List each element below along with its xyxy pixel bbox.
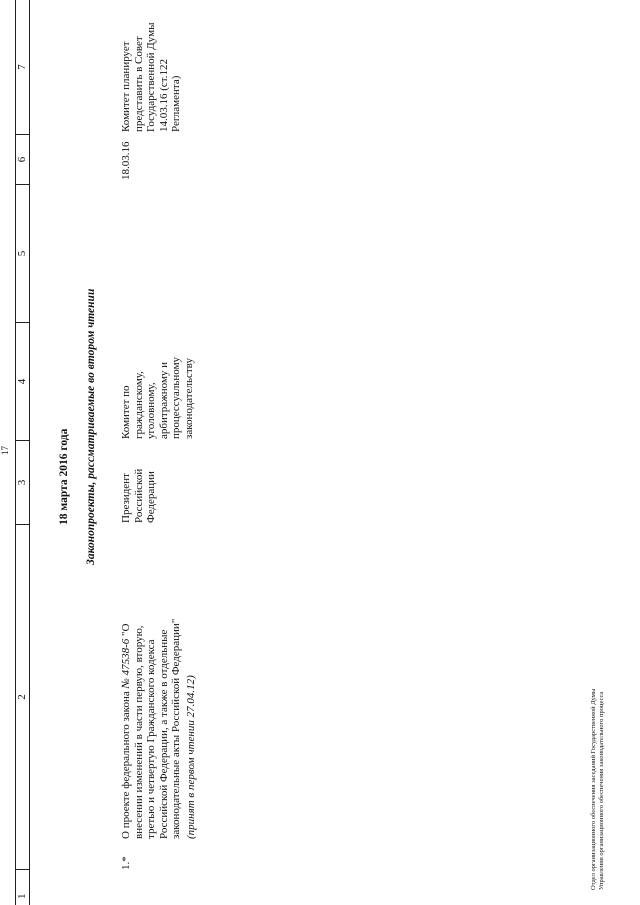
item-title-rest: "О внесении изменений в части первую, вторую, третью и четвертую Гражданского кодекса Российской Федерации, а также в отдельные законодательные акты Российской Федерации": [120, 618, 182, 839]
date-heading: 18 марта 2016 года: [58, 428, 70, 525]
column-header-5: 5: [16, 185, 29, 323]
column-header-row: [15, 0, 30, 905]
column-header-2: 2: [16, 525, 29, 870]
item-doc-number: № 47538-6: [120, 638, 132, 689]
item-adopted-note: (принят в первом чтении 27.04.12): [184, 675, 197, 839]
footer-line-1: Отдел организационного обеспечения заседаний Государственной Думы: [590, 688, 597, 890]
item-note: Комитет планирует представить в Совет Государственной Думы 14.03.16 (ст.122 Регламента): [120, 22, 182, 132]
item-number: 1.*: [120, 856, 132, 870]
column-header-4: 4: [16, 323, 29, 441]
column-header-7: 7: [16, 0, 29, 135]
footer: [590, 689, 606, 890]
item-title-prefix: О проекте федерального закона: [120, 688, 132, 839]
item-date: 18.03.16: [120, 141, 132, 180]
section-heading: Законопроекты, рассматриваемые во втором чтении: [85, 288, 97, 565]
item-committee: Комитет по гражданскому, уголовному, арбитражному и процессуальному законодательству: [120, 356, 195, 439]
column-header-1: 1: [16, 893, 28, 899]
item-title: [120, 614, 197, 839]
column-header-6: 6: [16, 135, 29, 185]
page-number: 17: [0, 446, 10, 455]
item-author: Президент Российской Федерации: [120, 468, 157, 523]
column-header-3: 3: [16, 441, 29, 525]
footer-line-2: Управления организационного обеспечения законодательного процесса: [598, 691, 605, 890]
